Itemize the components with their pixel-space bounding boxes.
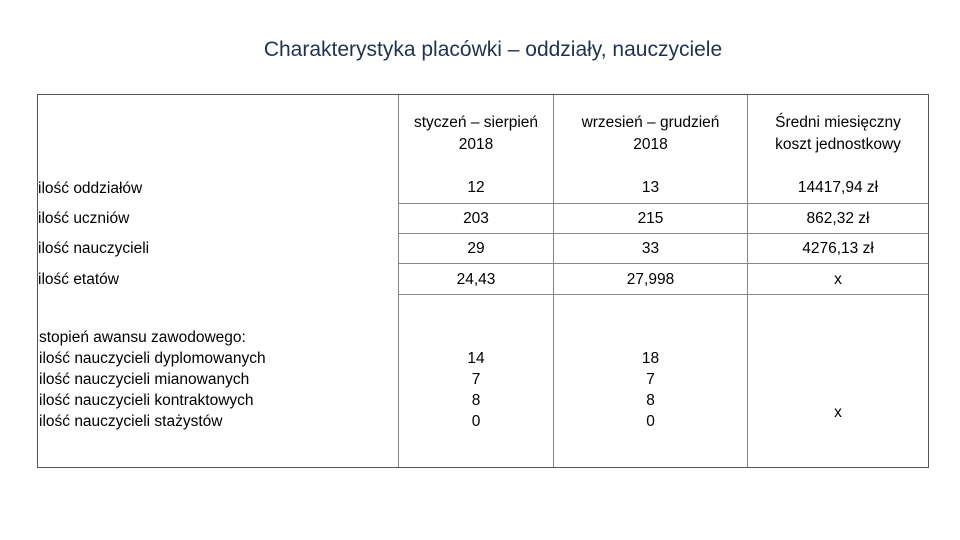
row-label: ilość uczniów (38, 204, 399, 234)
cell-value: 13 (554, 173, 748, 204)
facility-table (37, 94, 929, 468)
promotion-heading: stopień awansu zawodowego: (39, 328, 246, 346)
cell-value: 0 (471, 413, 481, 430)
cell-value: 14 (467, 350, 485, 367)
table-row (38, 234, 929, 264)
promotion-label: ilość nauczycieli dyplomowanych (39, 349, 266, 367)
cell-value: 0 (646, 413, 655, 430)
header-unit-cost-line1: Średni miesięczny (775, 113, 901, 131)
row-label: ilość nauczycieli (38, 234, 399, 264)
promotion-row (38, 295, 929, 468)
cell-value: 18 (641, 350, 660, 367)
promotion-label: ilość nauczycieli mianowanych (39, 370, 250, 388)
cell-value: 33 (554, 234, 748, 264)
header-period-2-line2: 2018 (633, 135, 668, 153)
cell-value: 14417,94 zł (748, 173, 929, 204)
header-row (38, 95, 929, 173)
cell-value: 27,998 (554, 264, 748, 295)
promotion-labels (38, 295, 399, 468)
header-period-2 (554, 95, 748, 173)
row-label: ilość oddziałów (38, 173, 399, 204)
promotion-values-period-1 (399, 295, 554, 468)
header-period-1 (399, 95, 554, 173)
header-empty-cell (38, 95, 399, 173)
header-unit-cost-line2: koszt jednostkowy (775, 135, 901, 153)
header-period-1-line2: 2018 (458, 135, 494, 153)
row-label: ilość etatów (38, 264, 399, 295)
cell-value: 8 (646, 392, 655, 409)
cell-value: 7 (646, 371, 655, 388)
cell-value: x (748, 264, 929, 295)
page-title: Charakterystyka placówki – oddziały, nauczyciele (263, 38, 723, 61)
cell-value: 862,32 zł (748, 204, 929, 234)
cell-value: x (834, 404, 842, 421)
header-period-1-line1: styczeń – sierpień (413, 113, 539, 131)
table-row (38, 264, 929, 295)
cell-value: 7 (471, 371, 481, 388)
promotion-values-period-2 (554, 295, 748, 468)
header-unit-cost (748, 95, 929, 173)
cell-value: 8 (471, 392, 481, 409)
table-row (38, 173, 929, 204)
header-period-2-line1: wrzesień – grudzień (581, 113, 720, 131)
cell-value: 203 (399, 204, 554, 234)
cell-value: 4276,13 zł (748, 234, 929, 264)
table-row (38, 204, 929, 234)
promotion-label: ilość nauczycieli stażystów (39, 412, 223, 430)
cell-value: 24,43 (399, 264, 554, 295)
cell-value: 29 (399, 234, 554, 264)
cell-value: 215 (554, 204, 748, 234)
cell-value: 12 (399, 173, 554, 204)
promotion-label: ilość nauczycieli kontraktowych (39, 391, 254, 409)
promotion-unit-cost (748, 295, 929, 468)
